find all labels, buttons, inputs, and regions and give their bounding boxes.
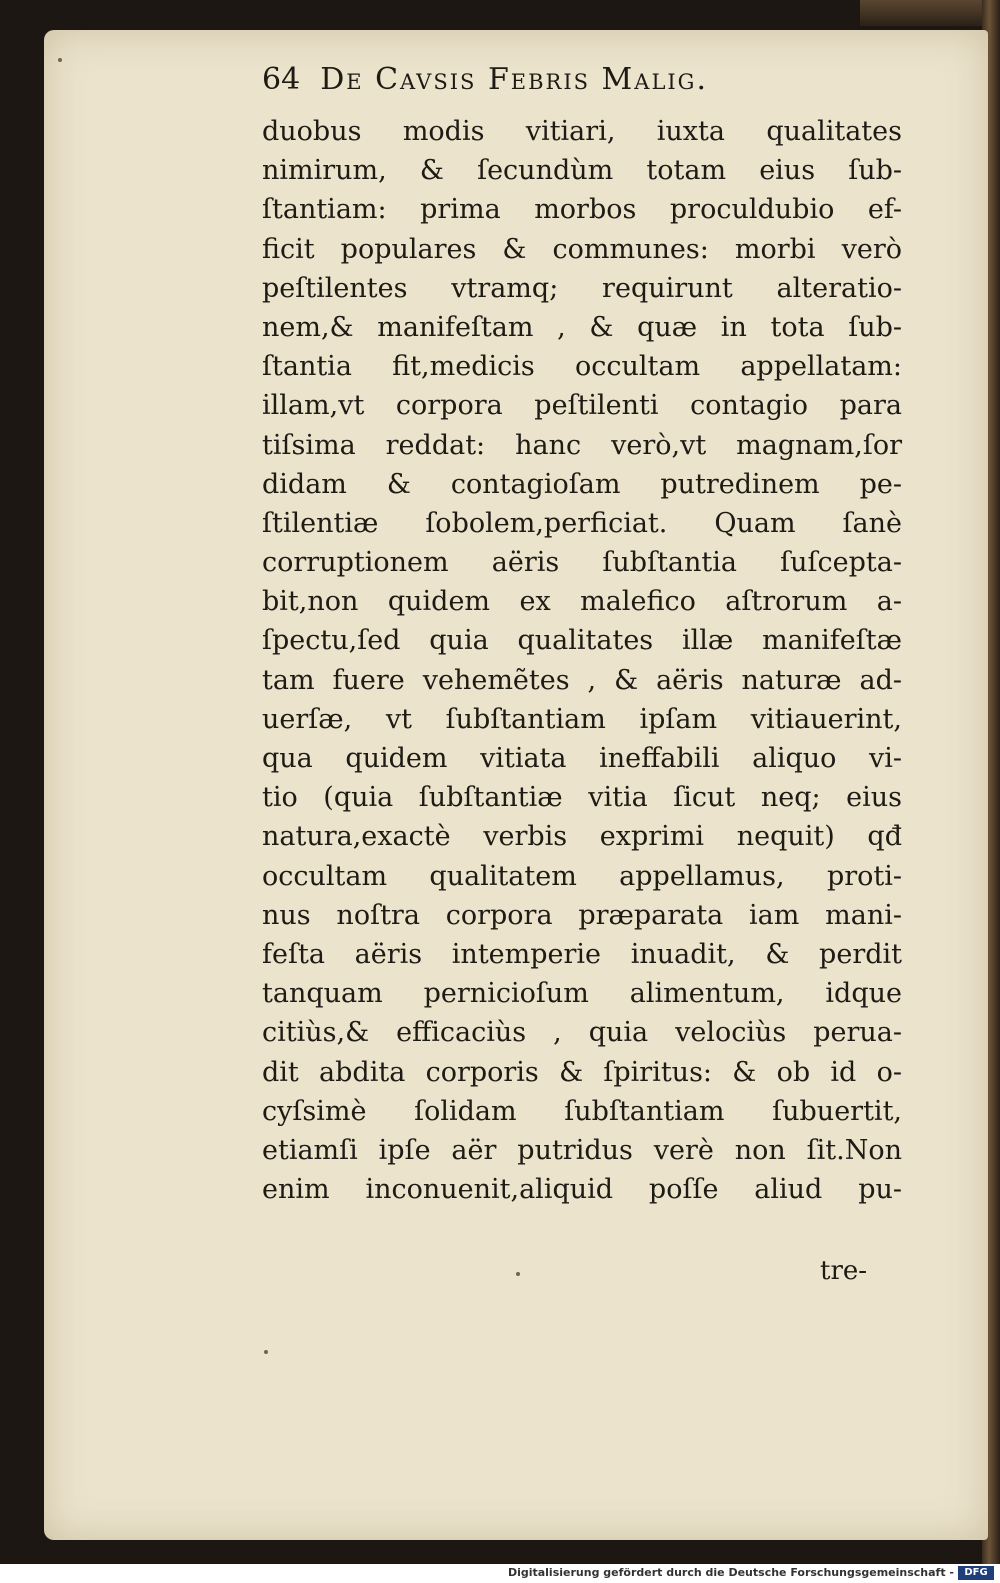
text-line: peſtilentes vtramq; requirunt alteratio- xyxy=(262,272,902,304)
page-header xyxy=(262,62,822,97)
text-line: ficit populares & communes: morbi verò xyxy=(262,233,902,265)
text-line: illam,vt corpora peſtilenti contagio para xyxy=(262,390,902,422)
text-line: nimirum, & ſecundùm totam eius ſub- xyxy=(262,155,902,187)
text-line: nem,& manifeſtam , & quæ in tota ſub- xyxy=(262,311,902,343)
catchword: tre- xyxy=(820,1256,868,1286)
text-line: cyſsimè ſolidam ſubſtantiam ſubuertit, xyxy=(262,1095,902,1127)
text-line: qua quidem vitiata ineffabili aliquo vi- xyxy=(262,743,902,774)
text-line: citiùs,& efficaciùs , quia velociùs perua- xyxy=(262,1017,902,1049)
text-line: tiſsima reddat: hanc verò,vt magnam,ſor xyxy=(262,429,902,461)
text-line: ſtantia fit,medicis occultam appellatam: xyxy=(262,351,902,383)
dfg-logo: DFG xyxy=(958,1566,994,1580)
text-line: bit,non quidem ex malefico aſtrorum a- xyxy=(262,586,902,618)
text-line: nus noſtra corpora præparata iam mani- xyxy=(262,899,902,931)
page-speck xyxy=(264,1350,268,1354)
text-line: tam fuere vehemẽtes , & aëris naturæ ad- xyxy=(262,664,902,696)
text-line: dit abdita corporis & ſpiritus: & ob id o- xyxy=(262,1056,902,1088)
text-line: corruptionem aëris ſubſtantia ſuſcepta- xyxy=(262,547,902,579)
page-speck xyxy=(58,58,62,62)
body-text xyxy=(262,112,902,1209)
text-line: ſtilentiæ ſobolem,perficiat. Quam ſanè xyxy=(262,507,902,539)
text-line: etiamſi ipſe aër putridus verè non ſit.Non xyxy=(262,1134,902,1166)
text-line: occultam qualitatem appellamus, proti- xyxy=(262,860,902,892)
page-number: 64 xyxy=(262,62,301,97)
text-line: tio (quia ſubſtantiæ vitia ſicut neq; eius xyxy=(262,782,902,814)
text-line: enim inconuenit,aliquid poſſe aliud pu- xyxy=(262,1174,902,1206)
text-line: didam & contagioſam putredinem pe- xyxy=(262,468,902,500)
footer-bar xyxy=(0,1564,1000,1583)
page-speck xyxy=(516,1272,520,1276)
text-line: natura,exactè verbis exprimi nequit) qđ xyxy=(262,821,902,853)
text-line: uerſæ, vt ſubſtantiam ipſam vitiauerint, xyxy=(262,703,902,735)
text-line: ſpectu,ſed quia qualitates illæ manifeſtæ xyxy=(262,625,902,657)
running-title: De Cavsis Febris Malig. xyxy=(320,62,708,97)
text-line: duobus modis vitiari, iuxta qualitates xyxy=(262,116,902,147)
text-line: feſta aëris intemperie inuadit, & perdit xyxy=(262,938,902,970)
funding-credit: Digitalisierung gefördert durch die Deutsche Forschungsgemeinschaft - xyxy=(507,1566,954,1579)
text-line: tanquam pernicioſum alimentum, idque xyxy=(262,978,902,1010)
binding-board-corner xyxy=(860,0,1000,26)
text-line: ſtantiam: prima morbos proculdubio ef- xyxy=(262,194,902,226)
